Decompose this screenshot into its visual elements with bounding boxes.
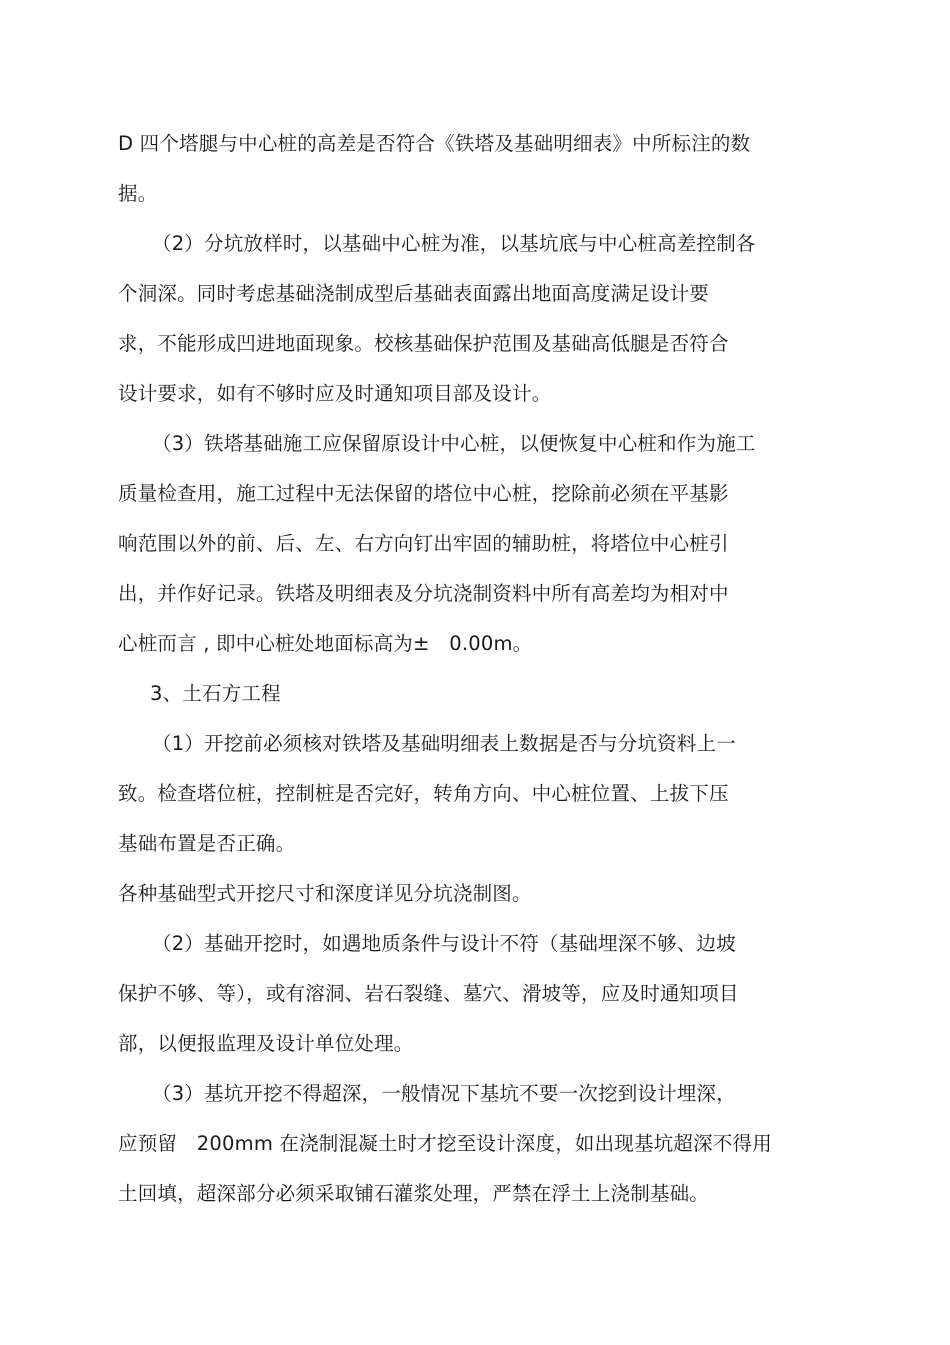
text-line: 质量检查用，施工过程中无法保留的塔位中心桩，挖除前必须在平基影 <box>118 482 729 505</box>
text-line: 个洞深。同时考虑基础浇制成型后基础表面露出地面高度满足设计要 <box>118 282 710 305</box>
paragraph-start: （2）分坑放样时，以基础中心桩为准，以基坑底与中心桩高差控制各 <box>152 232 756 255</box>
paragraph-start: （1）开挖前必须核对铁塔及基础明细表上数据是否与分坑资料上一 <box>152 732 736 755</box>
text-line: 求，不能形成凹进地面现象。校核基础保护范围及基础高低腿是否符合 <box>118 332 729 355</box>
text-line: 设计要求，如有不够时应及时通知项目部及设计。 <box>118 382 552 405</box>
text-line: 出，并作好记录。铁塔及明细表及分坑浇制资料中所有高差均为相对中 <box>118 582 729 605</box>
text-line: 应预留 200mm 在浇制混凝土时才挖至设计深度，如出现基坑超深不得用 <box>118 1132 772 1155</box>
text-line: 响范围以外的前、后、左、右方向钉出牢固的辅助桩，将塔位中心桩引 <box>118 532 729 555</box>
text-line: 部，以便报监理及设计单位处理。 <box>118 1032 414 1055</box>
paragraph-start: （3）铁塔基础施工应保留原设计中心桩，以便恢复中心桩和作为施工 <box>152 432 756 455</box>
text-line: 保护不够、等），或有溶洞、岩石裂缝、墓穴、滑坡等，应及时通知项目 <box>118 982 739 1005</box>
paragraph-start: （2）基础开挖时，如遇地质条件与设计不符（基础埋深不够、边坡 <box>152 932 736 955</box>
text-line: 据。 <box>118 182 158 205</box>
text-line: 基础布置是否正确。 <box>118 832 296 855</box>
paragraph-start: （3）基坑开挖不得超深，一般情况下基坑不要一次挖到设计埋深， <box>152 1082 736 1105</box>
text-line: 心桩而言 , 即中心桩处地面标高为± 0.00m。 <box>118 632 533 655</box>
text-line: 各种基础型式开挖尺寸和深度详见分坑浇制图。 <box>118 882 532 905</box>
text-line: D 四个塔腿与中心桩的高差是否符合《铁塔及基础明细表》中所标注的数 <box>118 132 751 155</box>
text-line: 致。检查塔位桩，控制桩是否完好，转角方向、中心桩位置、上拔下压 <box>118 782 729 805</box>
section-heading: 3、土石方工程 <box>150 682 281 705</box>
text-line: 土回填，超深部分必须采取铺石灌浆处理，严禁在浮土上浇制基础。 <box>118 1182 710 1205</box>
